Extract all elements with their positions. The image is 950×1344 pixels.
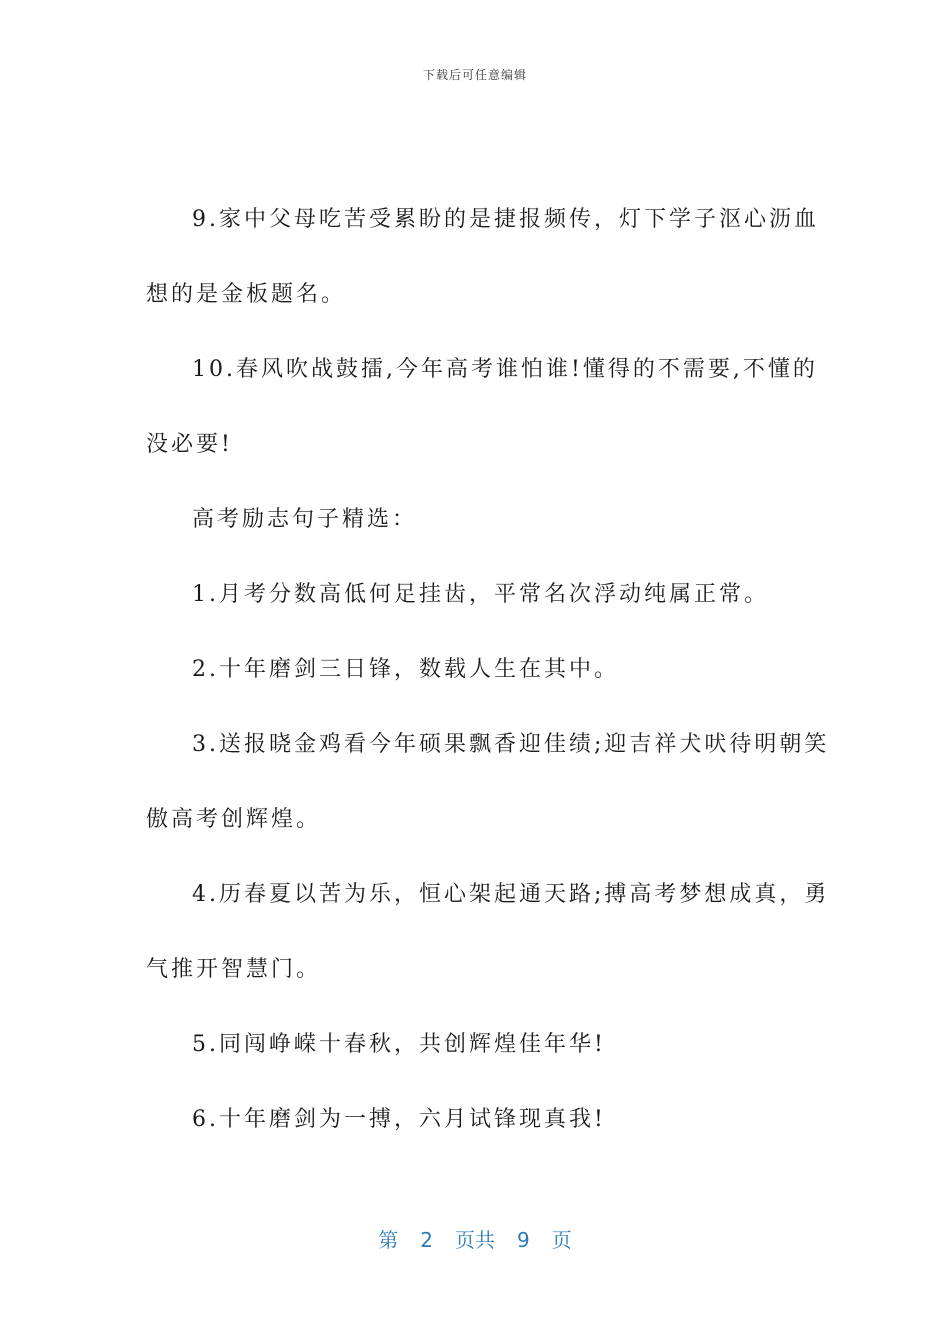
paragraph-line: 10.春风吹战鼓擂,今年高考谁怕谁!懂得的不需要,不懂的 bbox=[192, 357, 818, 382]
paragraph-line: 4.历春夏以苦为乐，恒心架起通天路;搏高考梦想成真，勇 bbox=[192, 882, 830, 907]
section-heading: 高考励志句子精选： bbox=[192, 507, 418, 532]
paragraph-line: 1.月考分数高低何足挂齿，平常名次浮动纯属正常。 bbox=[192, 582, 769, 607]
footer-total-pages: 9 bbox=[517, 1228, 530, 1252]
paragraph-line: 气推开智慧门。 bbox=[146, 957, 322, 982]
paragraph-line: 5.同闯峥嵘十春秋，共创辉煌佳年华! bbox=[192, 1032, 606, 1057]
paragraph-line: 3.送报晓金鸡看今年硕果飘香迎佳绩;迎吉祥犬吠待明朝笑 bbox=[192, 732, 830, 757]
paragraph-line: 6.十年磨剑为一搏，六月试锋现真我! bbox=[192, 1107, 606, 1132]
paragraph-line: 9.家中父母吃苦受累盼的是捷报频传，灯下学子沤心沥血 bbox=[192, 207, 819, 232]
paragraph-line: 傲高考创辉煌。 bbox=[146, 807, 322, 832]
footer-middle: 页共 bbox=[455, 1228, 495, 1252]
page-footer bbox=[0, 1224, 950, 1253]
footer-page-number: 2 bbox=[420, 1228, 433, 1252]
paragraph-line: 想的是金板题名。 bbox=[146, 282, 347, 307]
footer-prefix: 第 bbox=[378, 1228, 399, 1252]
page-header: 下载后可任意编辑 bbox=[422, 68, 527, 82]
footer-suffix: 页 bbox=[551, 1228, 572, 1252]
paragraph-line: 2.十年磨剑三日锋，数载人生在其中。 bbox=[192, 657, 619, 682]
paragraph-line: 没必要! bbox=[146, 432, 233, 457]
